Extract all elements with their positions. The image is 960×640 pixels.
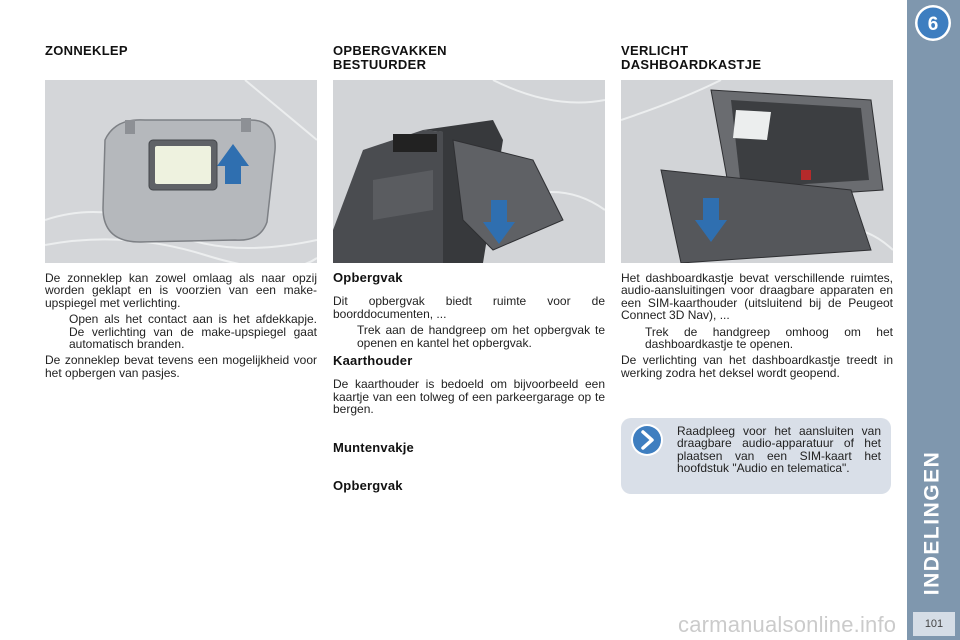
chapter-sidebar [907, 0, 960, 640]
paragraph: De verlichting van het dashboardkastje treedt in werking zodra het deksel wordt geopend. [621, 353, 893, 380]
note-text: Raadpleeg voor het aansluiten van draagbare audio-apparatuur of het plaatsen van een SIM-kaart het hoofdstuk "Audio en telematica". [677, 424, 881, 476]
section-title: ZONNEKLEP [45, 43, 128, 58]
section-body [45, 272, 317, 383]
glovebox-illustration [621, 80, 893, 263]
bullet-item [45, 313, 317, 350]
bullet-mark [333, 324, 357, 349]
chapter-title: INDELINGEN [920, 450, 944, 596]
sun-visor-illustration [45, 80, 317, 263]
chapter-number: 6 [927, 14, 939, 35]
section-title: OPBERGVAKKEN BESTUURDER [333, 43, 447, 72]
paragraph: De zonneklep kan zowel omlaag als naar opzij worden geklapt en is voorzien van een make-upspiegel met verlichting. [45, 271, 317, 310]
paragraph: Dit opbergvak biedt ruimte voor de boorddocumenten, ... [333, 294, 605, 321]
page-number: 101 [913, 612, 955, 636]
subheading-opbergvak: Opbergvak [333, 270, 403, 285]
watermark: carmanualsonline.info [678, 612, 897, 637]
subheading-muntenvakje: Muntenvakje [333, 439, 414, 455]
bullet-item [621, 326, 893, 351]
subheading-kaarthouder: Kaarthouder [333, 353, 413, 369]
bullet-item [333, 324, 605, 349]
bullet-mark [621, 326, 645, 351]
paragraph: De kaarthouder is bedoeld om bijvoorbeeld een kaartje van een tolweg of een parkeergarage op te bergen. [333, 377, 605, 417]
driver-storage-illustration [333, 80, 605, 263]
chevron-right-circle-icon [630, 423, 664, 457]
section-body [621, 272, 893, 383]
paragraph: Het dashboardkastje bevat verschillende ruimtes, audio-aansluitingen voor draagbare apparaten en een SIM-kaarthouder (uitsluitend bij de Peugeot Connect 3D Nav), ... [621, 271, 893, 323]
chapter-badge [913, 3, 953, 43]
section-body [333, 272, 605, 492]
paragraph: De zonneklep bevat tevens een mogelijkheid voor het opbergen van pasjes. [45, 353, 317, 380]
subheading-opbergvak-2: Opbergvak [333, 478, 403, 494]
bullet-text: Trek aan de handgreep om het opbergvak te openen en kantel het opbergvak. [357, 323, 605, 350]
bullet-text: Open als het contact aan is het afdekkapje. De verlichting van de make-upspiegel gaat automatisch branden. [69, 312, 317, 352]
info-note [621, 418, 891, 494]
bullet-mark [45, 313, 69, 350]
bullet-text: Trek de handgreep omhoog om het dashboardkastje te openen. [645, 324, 893, 352]
section-title: VERLICHT DASHBOARDKASTJE [621, 43, 762, 72]
